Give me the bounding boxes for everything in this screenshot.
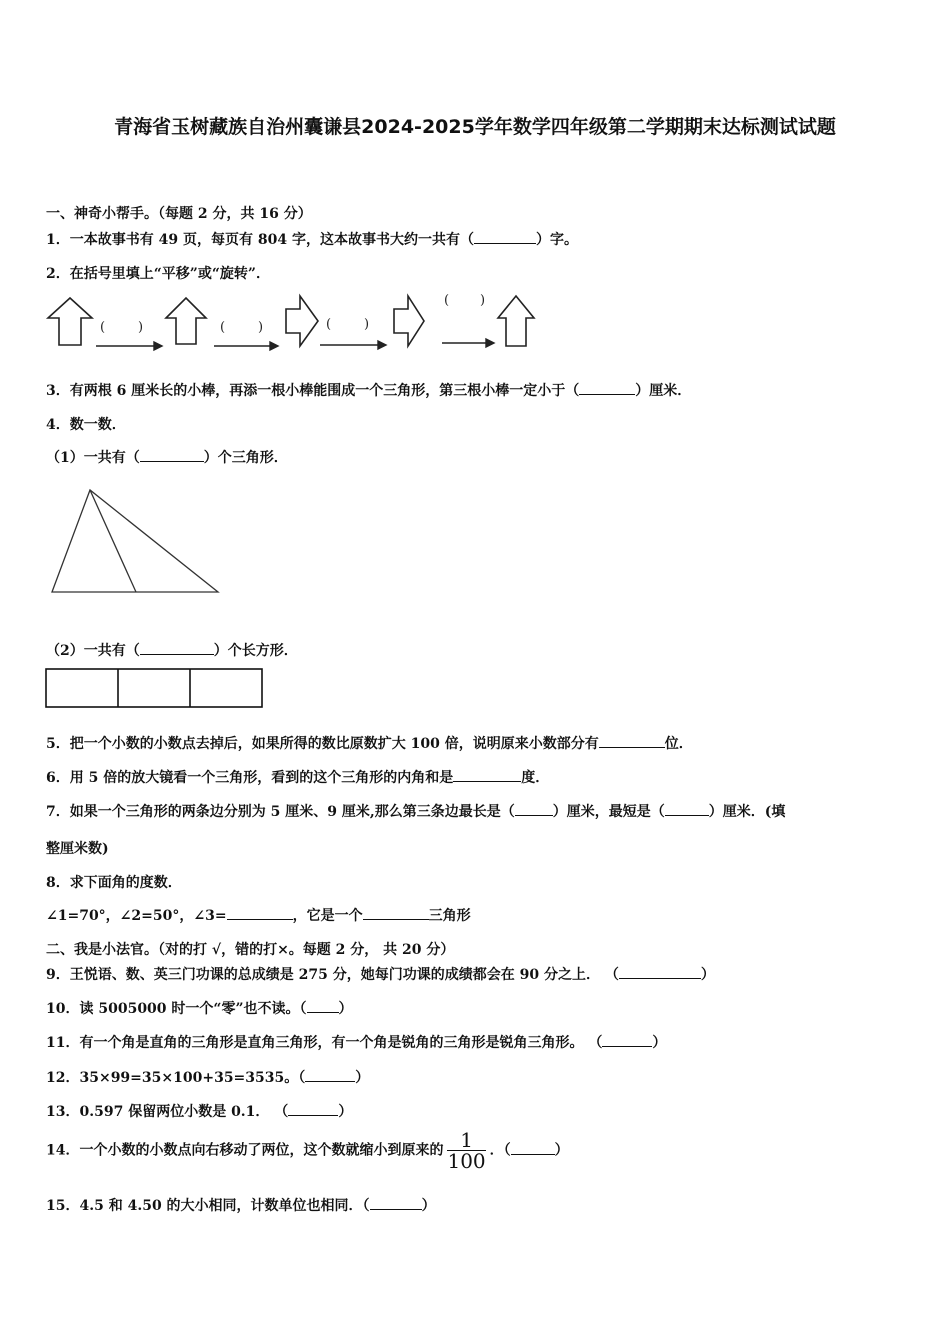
q11-text: 11．有一个角是直角的三角形是直角三角形，有一个角是锐角的三角形是锐角三角形。 （ [46, 1035, 603, 1051]
q14-blank[interactable] [511, 1142, 555, 1155]
question-4-2 [46, 640, 298, 660]
q9-text-end: ） [700, 967, 715, 983]
q13-text: 13．0.597 保留两位小数是 0.1． （ [46, 1104, 289, 1120]
question-7-cont: 整厘米数) [46, 841, 109, 857]
q4-1-blank[interactable] [140, 449, 204, 462]
q14-text-end: ） [554, 1142, 569, 1159]
q13-blank[interactable] [288, 1103, 338, 1116]
question-8: 8．求下面角的度数． [46, 875, 182, 891]
question-9 [46, 964, 715, 984]
q3-blank[interactable] [579, 382, 635, 395]
q13-text-end: ） [338, 1104, 353, 1120]
question-5 [46, 733, 693, 753]
q11-blank[interactable] [602, 1034, 652, 1047]
question-3 [46, 380, 691, 400]
q14-numerator: 1 [460, 1128, 473, 1152]
q3-text: 3．有两根 6 厘米长的小棒，再添一根小棒能围成一个三角形，第三根小棒一定小于（ [46, 383, 580, 399]
q2-figure [44, 288, 544, 360]
q15-text: 15．4.5 和 4.50 的大小相同，计数单位也相同．（ [46, 1198, 370, 1214]
q5-text-end: 位． [664, 736, 693, 752]
q7-blank-max[interactable] [515, 803, 553, 816]
right-arrow-1 [286, 296, 318, 346]
page-title: 青海省玉树藏族自治州囊谦县2024-2025学年数学四年级第二学期期末达标测试试题 [114, 116, 836, 138]
q2-paren-1-close: ) [138, 320, 144, 335]
q12-text: 12．35×99=35×100+35=3535。（ [46, 1070, 306, 1086]
section-2-heading: 二、我是小法官。（对的打 √，错的打×。每题 2 分， 共 20 分） [46, 942, 455, 958]
q5-text: 5．把一个小数的小数点去掉后，如果所得的数比原数扩大 100 倍，说明原来小数部分有 [46, 736, 599, 752]
q10-text: 10．读 5005000 时一个“零”也不读。（ [46, 1001, 307, 1017]
q12-text-end: ） [355, 1070, 370, 1086]
question-7 [46, 801, 785, 821]
q4-2-blank[interactable] [140, 642, 214, 655]
q10-blank[interactable] [307, 1000, 339, 1013]
q2-paren-4-open: ( [444, 293, 450, 308]
question-8-angles [46, 905, 471, 925]
q12-blank[interactable] [305, 1069, 355, 1082]
q5-blank[interactable] [599, 735, 665, 748]
question-15 [46, 1195, 436, 1215]
q14-denominator: 100 [447, 1149, 486, 1173]
question-14 [46, 1130, 569, 1171]
q8-text-mid: ，它是一个 [292, 908, 363, 924]
q8-blank-angle[interactable] [227, 907, 293, 920]
q1-blank[interactable] [474, 231, 536, 244]
question-13 [46, 1101, 352, 1121]
q4-2-text: （2）一共有（ [46, 643, 140, 659]
q4-1-text: （1）一共有（ [46, 450, 140, 466]
q7-text-end: ）厘米．(填 [708, 804, 786, 820]
question-2: 2．在括号里填上“平移”或“旋转”． [46, 266, 270, 282]
question-4: 4．数一数． [46, 417, 126, 433]
q10-text-end: ） [338, 1001, 353, 1017]
question-10 [46, 998, 353, 1018]
q1-text: 1．一本故事书有 49 页，每页有 804 字，这本故事书大约一共有（ [46, 232, 474, 248]
q4-rectangle-figure [45, 668, 265, 710]
q9-text: 9．王悦语、数、英三门功课的总成绩是 275 分，她每门功课的成绩都会在 90 分之上． （ [46, 967, 619, 983]
question-11 [46, 1032, 666, 1052]
q4-2-text-end: ）个长方形． [213, 643, 298, 659]
right-arrow-2 [394, 296, 424, 346]
q14-fraction [447, 1130, 485, 1171]
section-1-heading: 一、神奇小帮手。（每题 2 分，共 16 分） [46, 206, 312, 222]
up-arrow-1 [48, 298, 92, 345]
q7-blank-min[interactable] [665, 803, 709, 816]
q1-text-end: ）字。 [535, 232, 578, 248]
q7-text-mid: ）厘米，最短是（ [552, 804, 665, 820]
q2-paren-1-open: ( [100, 320, 106, 335]
question-6 [46, 767, 549, 787]
q2-paren-4-close: ) [480, 293, 486, 308]
question-4-1 [46, 447, 288, 467]
q11-text-end: ） [652, 1035, 667, 1051]
q14-text: 14．一个小数的小数点向右移动了两位，这个数就缩小到原来的 [46, 1142, 444, 1159]
q14-text-mid: ．（ [489, 1142, 511, 1159]
q9-blank[interactable] [619, 966, 701, 979]
q15-text-end: ） [421, 1198, 436, 1214]
q4-triangle-figure [46, 486, 226, 598]
question-12 [46, 1067, 369, 1087]
q2-paren-3-close: ) [364, 317, 370, 332]
q4-1-text-end: ）个三角形． [203, 450, 288, 466]
q7-text: 7．如果一个三角形的两条边分别为 5 厘米、9 厘米,那么第三条边最长是（ [46, 804, 515, 820]
q2-paren-3-open: ( [326, 317, 332, 332]
q8-blank-type[interactable] [363, 907, 429, 920]
q3-text-end: ）厘米． [635, 383, 692, 399]
q2-paren-2-open: ( [220, 320, 226, 335]
up-arrow-2 [166, 298, 206, 344]
q6-blank[interactable] [453, 769, 521, 782]
question-1 [46, 229, 578, 249]
q6-text-end: 度． [521, 770, 550, 786]
q15-blank[interactable] [370, 1197, 422, 1210]
q2-paren-2-close: ) [258, 320, 264, 335]
q8-text: ∠1=70°，∠2=50°，∠3= [46, 908, 227, 924]
q6-text: 6．用 5 倍的放大镜看一个三角形，看到的这个三角形的内角和是 [46, 770, 454, 786]
q8-text-end: 三角形 [428, 908, 471, 924]
up-arrow-3 [498, 296, 534, 346]
